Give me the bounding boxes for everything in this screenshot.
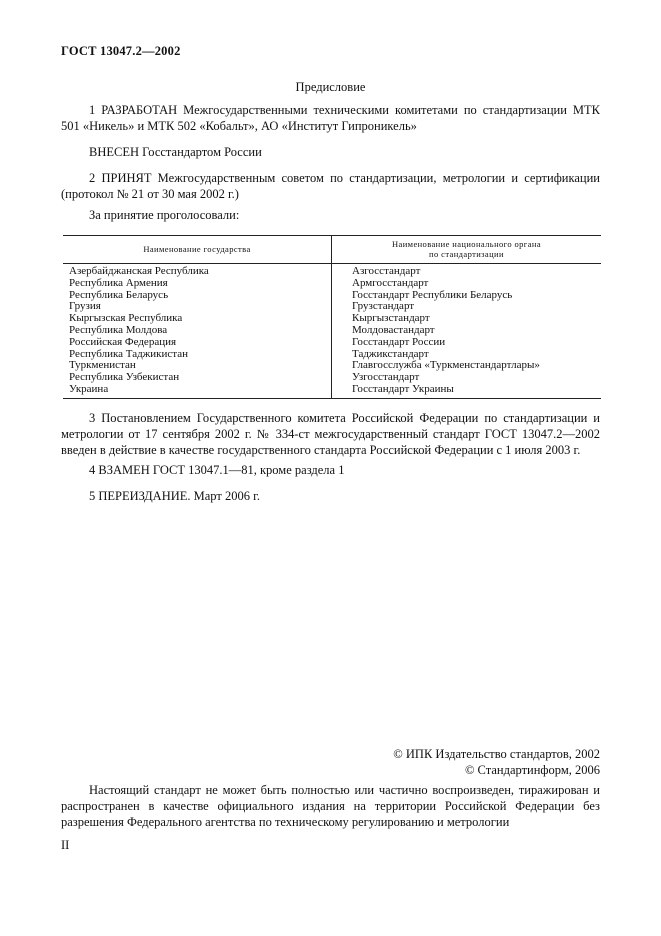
table-cell-body: Армгосстандарт xyxy=(352,276,429,289)
paragraph-replaces: 4 ВЗАМЕН ГОСТ 13047.1—81, кроме раздела 1 xyxy=(89,463,345,477)
table-cell-body: Главгосслужба «Туркменстандартлары» xyxy=(352,359,540,372)
table-cell-body: Грузстандарт xyxy=(352,300,415,313)
table-cell-state: Республика Армения xyxy=(69,276,168,289)
table-cell-body: Молдовастандарт xyxy=(352,323,435,336)
page-number: II xyxy=(61,838,70,852)
paragraph-introduced: ВНЕСЕН Госстандартом России xyxy=(89,145,262,159)
reproduction-notice: Настоящий стандарт не может быть полностью или частично воспроизведен, тиражирован и распространен в качестве официального издания на территории Российской Федерации без разрешения Федерального агентства по техническому регулированию и метрологии xyxy=(61,783,600,829)
paragraph-enacted: 3 Постановлением Государственного комитета Российской Федерации по стандартизации и метрологии от 17 сентября 2002 г. № 334-ст межгосударственный стандарт ГОСТ 13047.2—2002 введен в действие в качестве государственного стандарта Российской Федерации с 1 июля 2003 г. xyxy=(61,411,600,457)
table-cell-state: Грузия xyxy=(69,300,101,313)
table-cell-state: Азербайджанская Республика xyxy=(69,265,209,277)
paragraph-adopted: 2 ПРИНЯТ Межгосударственным советом по стандартизации, метрологии и сертификации (протокол № 21 от 30 мая 2002 г.) xyxy=(61,171,600,201)
copyright-2006: © Стандартинформ, 2006 xyxy=(464,763,600,777)
table-cell-body: Кыргызстандарт xyxy=(352,312,430,325)
page-title: Предисловие xyxy=(295,80,366,94)
voting-table xyxy=(63,235,601,399)
table-bottom-rule xyxy=(63,398,601,399)
table-cell-body: Таджикстандарт xyxy=(352,347,429,360)
table-header-rule xyxy=(63,263,601,264)
states-column xyxy=(69,266,209,396)
table-cell-state: Республика Молдова xyxy=(69,323,168,336)
table-cell-state: Кыргызская Республика xyxy=(69,312,183,325)
copyright-2002: © ИПК Издательство стандартов, 2002 xyxy=(393,747,600,761)
paragraph-reissue: 5 ПЕРЕИЗДАНИЕ. Март 2006 г. xyxy=(89,489,260,503)
table-header-state: Наименование государства xyxy=(143,244,251,254)
table-cell-state: Республика Таджикистан xyxy=(69,347,188,360)
bodies-column xyxy=(352,266,540,396)
table-cell-state: Республика Беларусь xyxy=(69,288,169,301)
table-cell-body: Азгосстандарт xyxy=(352,265,421,277)
table-cell-body: Госстандарт Украины xyxy=(352,382,454,395)
table-header-body xyxy=(332,235,601,263)
table-cell-body: Госстандарт России xyxy=(352,335,446,348)
document-code: ГОСТ 13047.2—2002 xyxy=(61,44,181,58)
table-header-body-line2: по стандартизации xyxy=(429,249,504,259)
table-cell-body: Госстандарт Республики Беларусь xyxy=(352,288,513,301)
table-cell-body: Узгосстандарт xyxy=(352,371,420,384)
paragraph-voted: За принятие проголосовали: xyxy=(89,208,240,222)
paragraph-developed: 1 РАЗРАБОТАН Межгосударственными техническими комитетами по стандартизации МТК 501 «Никель» и МТК 502 «Кобальт», АО «Институт Гипроникель» xyxy=(61,103,600,133)
table-header-body-line1: Наименование национального органа xyxy=(392,239,541,249)
table-cell-state: Российская Федерация xyxy=(69,335,177,348)
table-cell-state: Республика Узбекистан xyxy=(69,371,180,384)
table-cell-state: Туркменистан xyxy=(69,359,136,372)
table-cell-state: Украина xyxy=(69,382,109,395)
